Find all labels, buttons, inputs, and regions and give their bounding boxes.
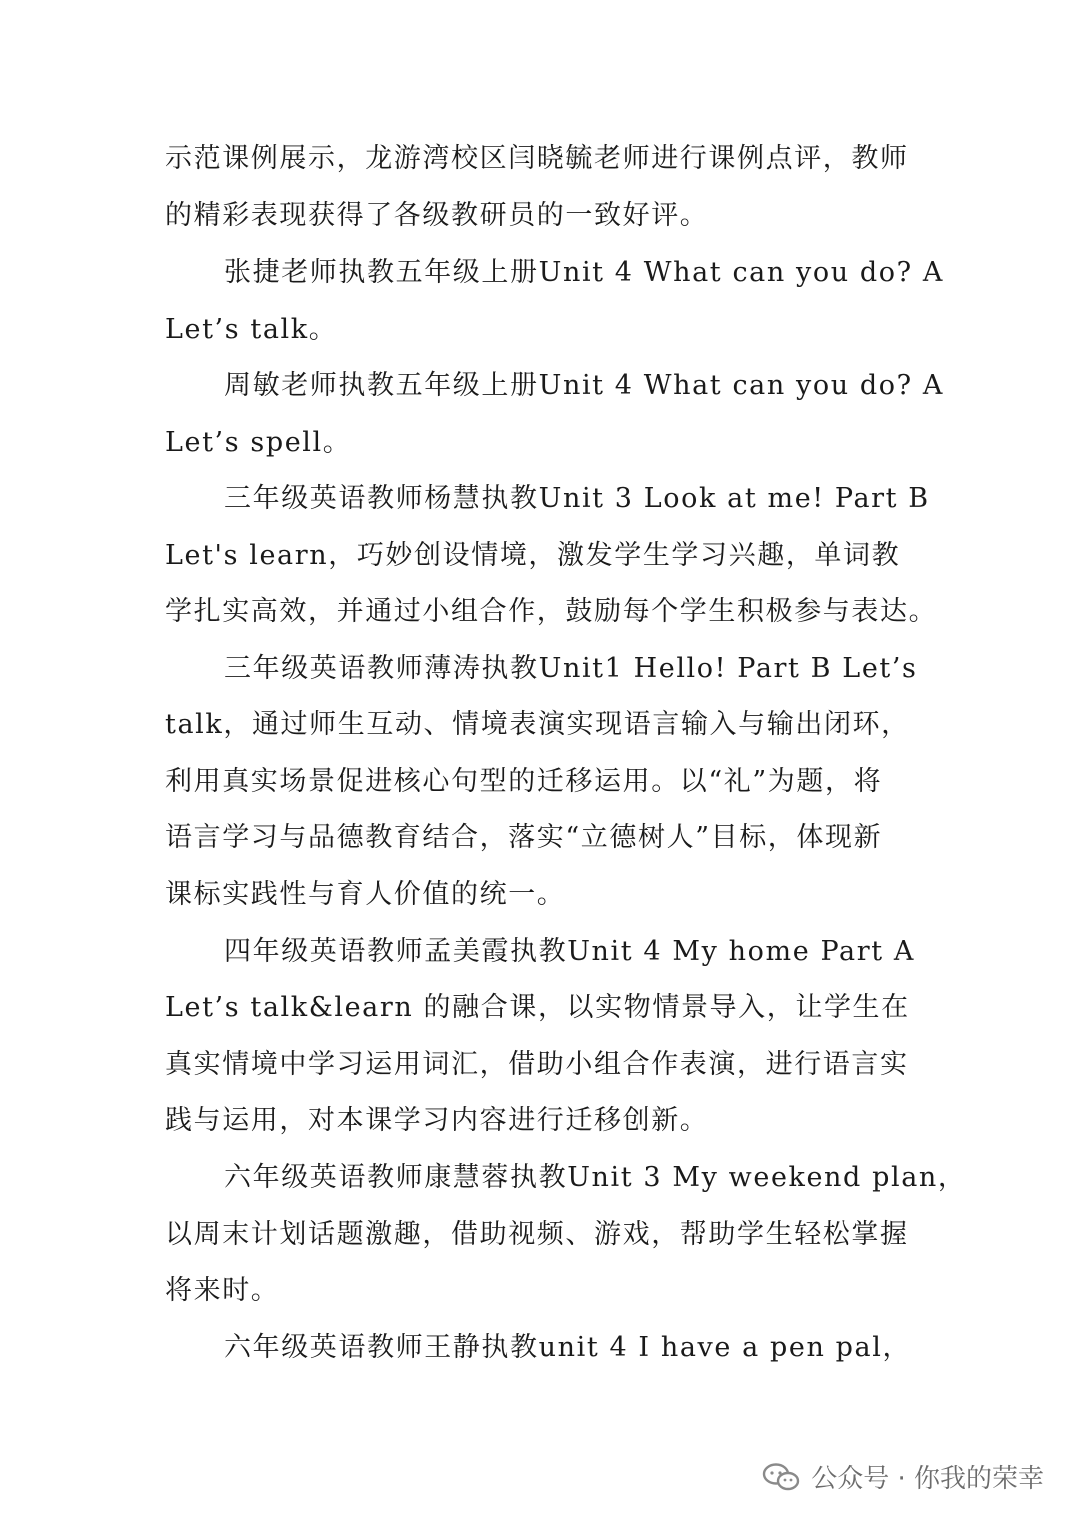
text-line: 学扎实高效，并通过小组合作，鼓励每个学生积极参与表达。 [165,596,938,627]
wechat-icon [761,1462,801,1492]
text-line: Let’s talk&learn 的融合课，以实物情景导入，让学生在 [165,992,910,1023]
text-line: 张捷老师执教五年级上册Unit 4 What can you do? A [224,257,945,288]
wechat-watermark [761,1458,1044,1495]
text-line: Let's learn，巧妙创设情境，激发学生学习兴趣，单词教 [165,540,901,571]
text-line: Let’s talk。 [165,314,338,345]
text-line: 六年级英语教师康慧蓉执教Unit 3 My weekend plan， [224,1162,967,1193]
text-line: Let’s spell。 [165,427,352,458]
text-line: 六年级英语教师王静执教unit 4 I have a pen pal， [224,1332,912,1363]
text-line: 三年级英语教师杨慧执教Unit 3 Look at me! Part B [224,483,930,514]
text-line: 利用真实场景促进核心句型的迁移运用。以“礼”为题，将 [165,766,883,797]
text-line: 践与运用，对本课学习内容进行迁移创新。 [165,1105,709,1136]
text-line: 真实情境中学习运用词汇，借助小组合作表演，进行语言实 [165,1049,909,1080]
text-line: 以周末计划话题激趣，借助视频、游戏，帮助学生轻松掌握 [165,1219,909,1250]
text-line: talk，通过师生互动、情境表演实现语言输入与输出闭环， [165,709,910,740]
text-line: 四年级英语教师孟美霞执教Unit 4 My home Part A [224,936,915,967]
text-line: 周敏老师执教五年级上册Unit 4 What can you do? A [224,370,945,401]
text-line: 的精彩表现获得了各级教研员的一致好评。 [165,200,709,231]
text-line: 课标实践性与育人价值的统一。 [165,879,566,910]
text-line: 将来时。 [165,1275,280,1306]
text-line: 三年级英语教师薄涛执教Unit1 Hello! Part B Let’s [224,653,918,684]
watermark-text: 公众号 · 你我的荣幸 [811,1464,1044,1494]
text-line: 语言学习与品德教育结合，落实“立德树人”目标，体现新 [165,822,883,853]
text-line: 示范课例展示，龙游湾校区闫晓毓老师进行课例点评，教师 [165,143,909,174]
